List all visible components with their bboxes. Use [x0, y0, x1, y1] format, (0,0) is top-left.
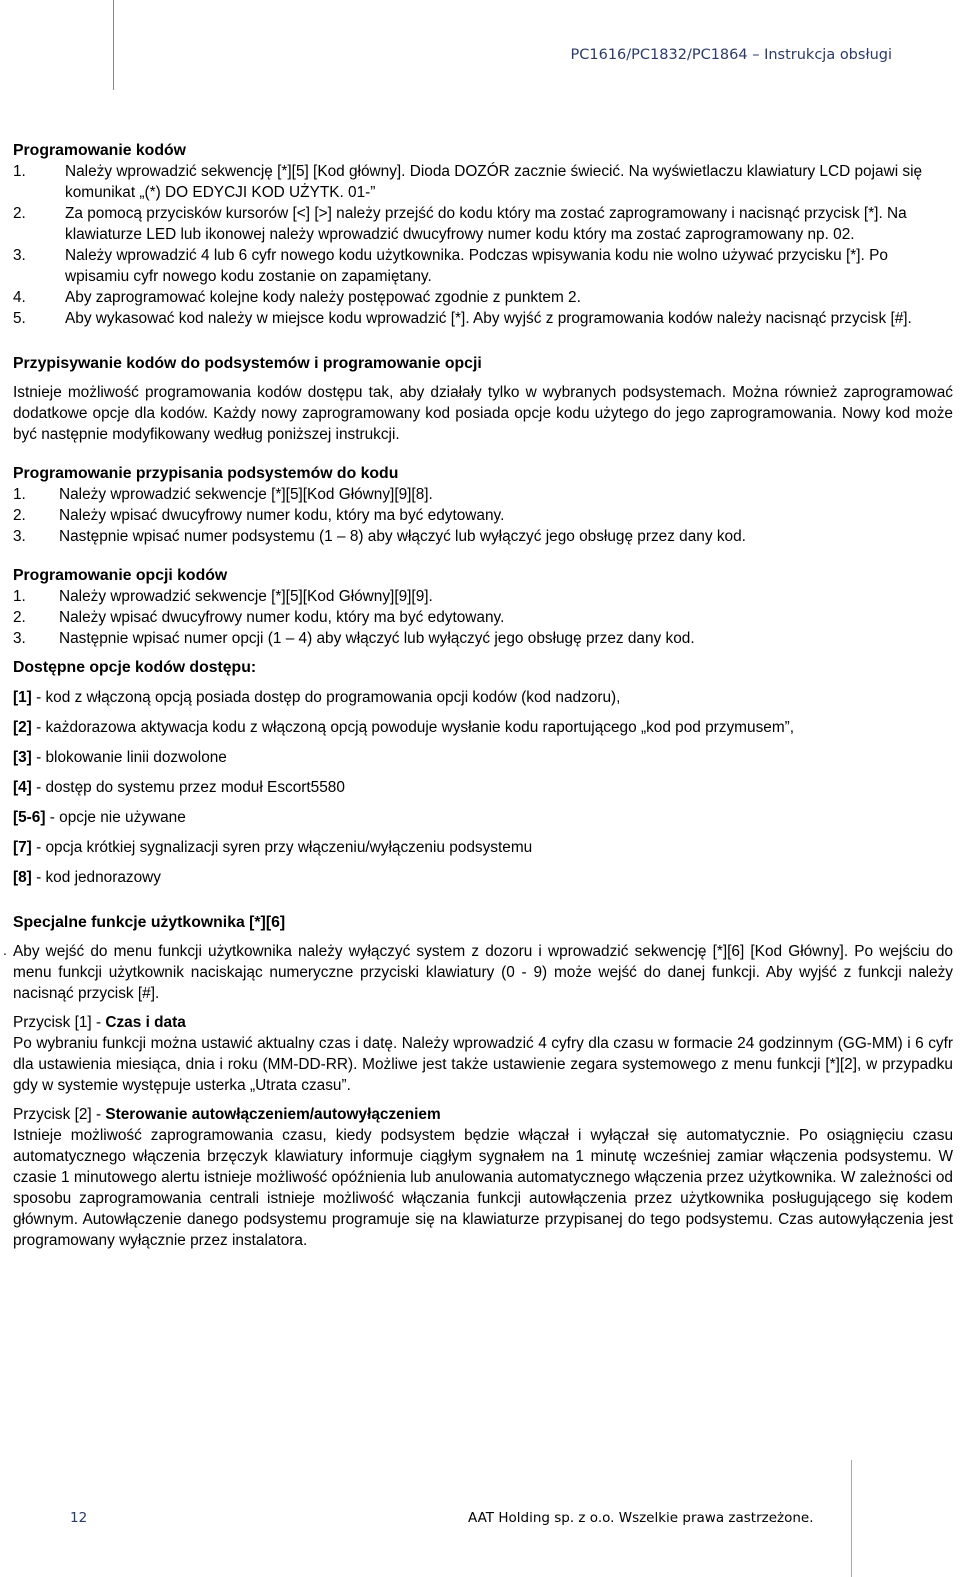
list-item: 3. Następnie wpisać numer opcji (1 – 4) aby włączyć lub wyłączyć jego obsługę przez dany kod.: [13, 630, 695, 647]
list-item: 5. Aby wykasować kod należy w miejsce kodu wprowadzić [*]. Aby wyjść z programowania kodów należy nacisnąć przycisk [#].: [13, 310, 912, 327]
stray-dot: .: [3, 942, 7, 958]
section-heading-dostepne-opcje: Dostępne opcje kodów dostępu:: [13, 659, 257, 676]
document-body: [13, 140, 953, 1251]
header-divider: [113, 0, 114, 90]
option-item: [1] - kod z włączoną opcją posiada dostęp do programowania opcji kodów (kod nadzoru),: [13, 689, 621, 706]
section-heading-przypisanie-podsystemow: Programowanie przypisania podsystemów do kodu: [13, 465, 399, 482]
function-2-text: Istnieje możliwość zaprogramowania czasu, kiedy podsystem będzie włączał i wyłączał się automatycznie. Po osiągnięciu czasu automatycznego włączenia brzęczyk klawiatury informuje ciągłym sygnałem na 1 minutę wcześniej zamiar włączenia podsystemu. W czasie 1 minutowego alertu istnieje możliwość opóźnienia lub anulowania automatycznego włączenia przez użytkownika. W zależności od sposobu zaprogramowania centrali istnieje możliwość włączania funkcji autowłączenia przez użytkownika posługującego się kodem głównym. Autowłączenie danego podsystemu programuje się na klawiaturze przypisanej do tego podsystemu. Czas autowyłączenia jest programowany wyłącznie przez instalatora.: [13, 1127, 953, 1249]
steps-list-opcje-kodow: [13, 586, 953, 649]
list-item: 2. Należy wpisać dwucyfrowy numer kodu, który ma być edytowany.: [13, 507, 505, 524]
option-item: [7] - opcja krótkiej sygnalizacji syren przy włączeniu/wyłączeniu podsystemu: [13, 839, 533, 856]
option-item: [3] - blokowanie linii dozwolone: [13, 749, 227, 766]
list-item: 1. Należy wprowadzić sekwencje [*][5][Kod Główny][9][9].: [13, 588, 433, 605]
footer-copyright: AAT Holding sp. z o.o. Wszelkie prawa zastrzeżone.: [468, 1510, 814, 1526]
function-1-text: Po wybraniu funkcji można ustawić aktualny czas i datę. Należy wprowadzić 4 cyfry dla czasu w formacie 24 godzinnym (GG-MM) i 6 cyfr dla ustawienia miesiąca, dnia i roku (MM-DD-RR). Możliwe jest także ustawienie zegara systemowego z menu funkcji [*][2], w przypadku gdy w systemie występuje usterka „Utrata czasu”.: [13, 1035, 953, 1094]
section-heading-opcje-kodow: Programowanie opcji kodów: [13, 567, 228, 584]
list-item: 1. Należy wprowadzić sekwencję [*][5] [Kod główny]. Dioda DOZÓR zacznie świecić. Na wyświetlaczu klawiatury LCD pojawi się komunikat „(*) DO EDYCJI KOD UŻYTK. 01-”: [13, 163, 923, 201]
paragraph-specjalne-funkcje: Aby wejść do menu funkcji użytkownika należy wyłączyć system z dozoru i wprowadzić sekwencję [*][6] [Kod Główny]. Po wejściu do menu funkcji użytkownik naciskając numeryczne przyciski klawiatury (0 - 9) może wejść do danej funkcji. Aby wyjść z funkcji należy nacisnąć przycisk [#].: [13, 943, 953, 1002]
option-item: [4] - dostęp do systemu przez moduł Escort5580: [13, 779, 345, 796]
list-item: 3. Następnie wpisać numer podsystemu (1 – 8) aby włączyć lub wyłączyć jego obsługę przez dany kod.: [13, 528, 746, 545]
steps-list-przypisanie-podsystemow: [13, 484, 953, 547]
header-title: PC1616/PC1832/PC1864 – Instrukcja obsługi: [570, 47, 892, 63]
option-item: [2] - każdorazowa aktywacja kodu z włączoną opcją powoduje wysłanie kodu raportującego „kod pod przymusem”,: [13, 719, 795, 736]
function-2-title: Przycisk [2] - Sterowanie autowłączeniem/autowyłączeniem: [13, 1106, 441, 1123]
section-heading-specjalne-funkcje: Specjalne funkcje użytkownika [*][6]: [13, 914, 286, 931]
list-item: 4. Aby zaprogramować kolejne kody należy postępować zgodnie z punktem 2.: [13, 289, 581, 306]
footer-divider: [851, 1460, 852, 1577]
page-number: 12: [70, 1510, 88, 1526]
options-list: [13, 687, 953, 888]
list-item: 2. Należy wpisać dwucyfrowy numer kodu, który ma być edytowany.: [13, 609, 505, 626]
function-1-title: Przycisk [1] - Czas i data: [13, 1014, 186, 1031]
list-item: 2. Za pomocą przycisków kursorów [<] [>] należy przejść do kodu który ma zostać zaprogramowany i nacisnąć przycisk [*]. Na klawiaturze LED lub ikonowej należy wprowadzić dwucyfrowy numer kodu który ma zostać zaprogramowany np. 02.: [13, 205, 907, 243]
steps-list-programowanie-kodow: [13, 161, 953, 329]
section-heading-przypisywanie: Przypisywanie kodów do podsystemów i programowanie opcji: [13, 355, 482, 372]
option-item: [5-6] - opcje nie używane: [13, 809, 186, 826]
paragraph-przypisywanie: Istnieje możliwość programowania kodów dostępu tak, aby działały tylko w wybranych podsystemach. Można również zaprogramować dodatkowe opcje dla kodów. Każdy nowy zaprogramowany kod posiada opcje kodu użytego do jego zaprogramowania. Nowy kod może być następnie modyfikowany według poniższej instrukcji.: [13, 384, 953, 443]
list-item: 3. Należy wprowadzić 4 lub 6 cyfr nowego kodu użytkownika. Podczas wpisywania kodu nie wolno używać przycisku [*]. Po wpisamiu cyfr nowego kodu zostanie on zapamiętany.: [13, 247, 888, 285]
option-item: [8] - kod jednorazowy: [13, 869, 161, 886]
section-heading-programowanie-kodow: Programowanie kodów: [13, 142, 186, 159]
list-item: 1. Należy wprowadzić sekwencje [*][5][Kod Główny][9][8].: [13, 486, 433, 503]
